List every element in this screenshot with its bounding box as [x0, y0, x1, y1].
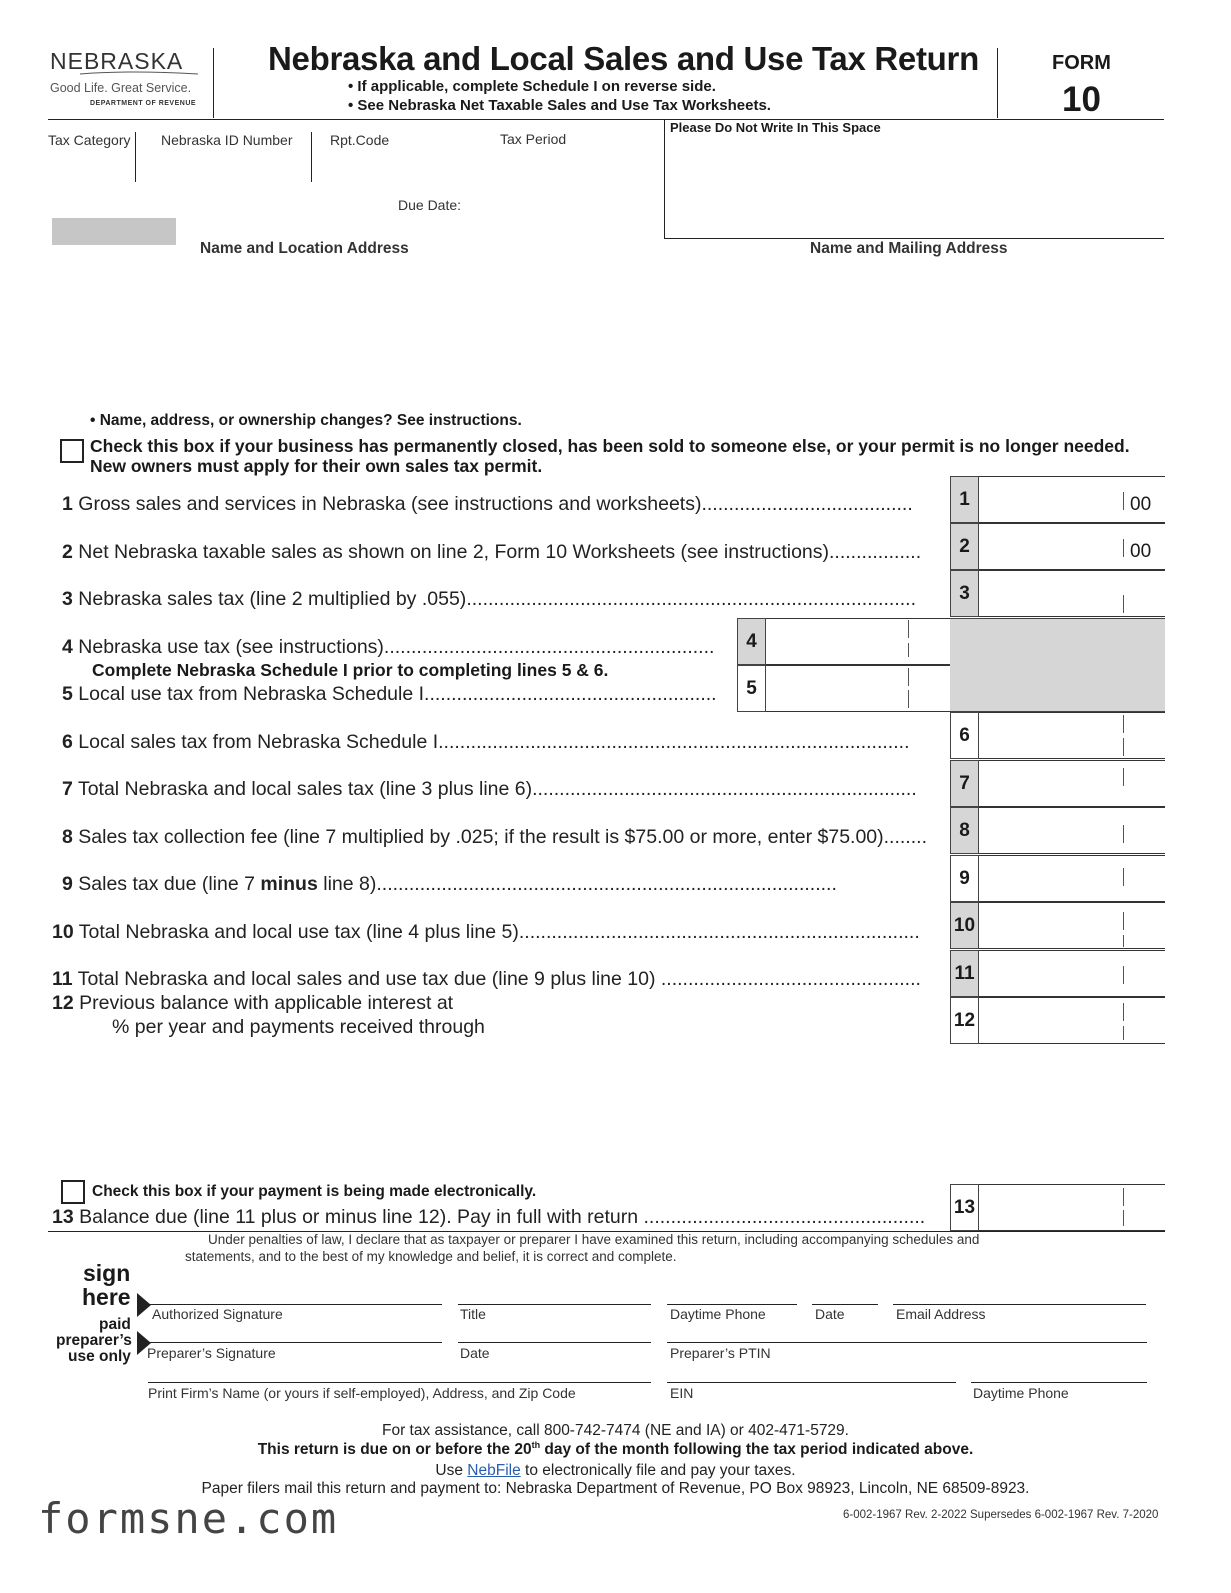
- line-10-label: 10 Total Nebraska and local use tax (line 4 plus line 5)..........................................................................: [52, 921, 920, 943]
- form-title: Nebraska and Local Sales and Use Tax Return: [268, 40, 979, 77]
- preparers-label: preparer’s: [56, 1332, 132, 1349]
- line-7-label: 7 Total Nebraska and local sales tax (line 3 plus line 6).......................................................................: [62, 778, 917, 800]
- line-13-number: 13: [950, 1184, 979, 1231]
- line-12-amount-field[interactable]: [979, 997, 1165, 1044]
- line-11-number: 11: [950, 950, 979, 997]
- line-2-number: 2: [950, 523, 979, 570]
- line-7-amount-field[interactable]: [979, 760, 1165, 807]
- logo-swoosh-icon: [50, 70, 200, 76]
- line-10-amount-field[interactable]: [979, 902, 1165, 949]
- watermark: formsne.com: [38, 1494, 339, 1543]
- line-10-number: 10: [950, 902, 979, 949]
- line-5-label: 5 Local use tax from Nebraska Schedule I......................................................: [62, 683, 717, 705]
- line-1-label: 1 Gross sales and services in Nebraska (see instructions and worksheets).......................................: [62, 493, 913, 515]
- logo-tagline: Good Life. Great Service.: [50, 81, 192, 95]
- nebfile-link[interactable]: NebFile: [467, 1462, 521, 1479]
- email-label: Email Address: [896, 1306, 986, 1322]
- title-label: Title: [460, 1306, 486, 1322]
- due-date-label: Due Date:: [398, 197, 462, 213]
- firm-phone-label: Daytime Phone: [973, 1385, 1069, 1401]
- logo-name: NEBRASKA: [50, 48, 184, 74]
- line-1-number: 1: [950, 476, 979, 523]
- barcode-placeholder: [52, 218, 176, 245]
- name-location-label: Name and Location Address: [200, 240, 409, 257]
- paid-label: paid: [99, 1316, 131, 1333]
- nebfile-notice: Use NebFile to electronically file and pay your taxes.: [435, 1462, 796, 1479]
- revision-note: 6-002-1967 Rev. 2-2022 Supersedes 6-002-1967 Rev. 7-2020: [843, 1509, 1159, 1521]
- ptin-label: Preparer’s PTIN: [670, 1345, 771, 1361]
- nebraska-logo: [50, 48, 200, 114]
- form-number: 10: [1062, 80, 1101, 119]
- line-4-amount-field[interactable]: [766, 618, 950, 665]
- line-1-cents: 00: [1130, 494, 1152, 515]
- due-notice: This return is due on or before the 20th day of the month following the tax period indicated above.: [257, 1440, 974, 1459]
- firm-name-label: Print Firm’s Name (or yours if self-employed), Address, and Zip Code: [148, 1385, 576, 1401]
- line-8-number: 8: [950, 807, 979, 854]
- line-5-amount-field[interactable]: [766, 665, 950, 712]
- line-12-label: 12 Previous balance with applicable interest at: [52, 992, 454, 1014]
- line-8-amount-field[interactable]: [979, 807, 1165, 854]
- line-12-label-cont: % per year and payments received through: [112, 1016, 485, 1038]
- preparer-date-label: Date: [460, 1345, 490, 1361]
- declaration-line-1: Under penalties of law, I declare that as taxpayer or preparer I have examined this return, including accompanying schedules and: [208, 1232, 980, 1247]
- use-only-label: use only: [68, 1348, 131, 1365]
- name-mailing-label: Name and Mailing Address: [810, 240, 1008, 257]
- tax-assistance: For tax assistance, call 800-742-7474 (NE and IA) or 402-471-5729.: [382, 1422, 849, 1439]
- do-not-write-label: Please Do Not Write In This Space: [670, 120, 881, 135]
- line-3-number: 3: [950, 570, 979, 617]
- closed-checkbox-label: Check this box if your business has permanently closed, has been sold to someone else, or your permit is no longer needed.: [90, 436, 1130, 456]
- line-8-label: 8 Sales tax collection fee (line 7 multiplied by .025; if the result is $75.00 or more, enter $75.00)........: [62, 826, 927, 848]
- sign-label: sign: [83, 1260, 131, 1286]
- schedule-bullet: • If applicable, complete Schedule I on reverse side.: [348, 78, 716, 95]
- electronic-payment-checkbox[interactable]: [61, 1180, 85, 1204]
- sign-arrow-icon: [137, 1293, 151, 1317]
- line-9-label: 9 Sales tax due (line 7 minus line 8).....................................................................................: [62, 873, 837, 895]
- line-5-number: 5: [737, 665, 766, 712]
- line-4-number: 4: [737, 618, 766, 665]
- rpt-code-label: Rpt.Code: [330, 132, 390, 148]
- changes-note: • Name, address, or ownership changes? See instructions.: [90, 412, 522, 429]
- line-2-cents: 00: [1130, 541, 1152, 562]
- preparer-signature-label: Preparer’s Signature: [147, 1345, 276, 1361]
- nebraska-id-label: Nebraska ID Number: [161, 132, 293, 148]
- mailing-address: Paper filers mail this return and payment to: Nebraska Department of Revenue, PO Box 98923, Lincoln, NE 68509-8923.: [201, 1480, 1030, 1497]
- line-7-number: 7: [950, 760, 979, 807]
- shaded-area: [950, 618, 1165, 712]
- ein-label: EIN: [670, 1385, 694, 1401]
- line-3-amount-field[interactable]: [979, 570, 1165, 617]
- schedule-i-note: Complete Nebraska Schedule I prior to completing lines 5 & 6.: [92, 660, 609, 680]
- line-6-number: 6: [950, 712, 979, 759]
- logo-dept: DEPARTMENT OF REVENUE: [90, 100, 197, 107]
- new-owners-note: New owners must apply for their own sales tax permit.: [90, 456, 543, 476]
- line-9-number: 9: [950, 855, 979, 902]
- line-6-amount-field[interactable]: [979, 712, 1165, 759]
- here-label: here: [82, 1284, 131, 1310]
- electronic-payment-label: Check this box if your payment is being made electronically.: [92, 1183, 537, 1200]
- worksheet-bullet: • See Nebraska Net Taxable Sales and Use Tax Worksheets.: [348, 97, 771, 114]
- line-6-label: 6 Local sales tax from Nebraska Schedule I.......................................................................................: [62, 731, 910, 753]
- line-4-label: 4 Nebraska use tax (see instructions).............................................................: [62, 636, 715, 658]
- line-11-amount-field[interactable]: [979, 950, 1165, 997]
- business-closed-checkbox[interactable]: [60, 439, 84, 463]
- line-3-label: 3 Nebraska sales tax (line 2 multiplied by .055)...................................................................................: [62, 588, 916, 610]
- daytime-phone-label: Daytime Phone: [670, 1306, 766, 1322]
- form-label: FORM: [1052, 52, 1111, 74]
- tax-category-label: Tax Category: [48, 132, 131, 148]
- line-13-amount-field[interactable]: [979, 1184, 1165, 1231]
- line-11-label: 11 Total Nebraska and local sales and use tax due (line 9 plus line 10) ................................................: [52, 968, 921, 990]
- line-2-label: 2 Net Nebraska taxable sales as shown on line 2, Form 10 Worksheets (see instructions).................: [62, 541, 922, 563]
- line-9-amount-field[interactable]: [979, 855, 1165, 902]
- authorized-signature-label: Authorized Signature: [152, 1306, 283, 1322]
- tax-period-label: Tax Period: [500, 131, 567, 147]
- line-13-label: 13 Balance due (line 11 plus or minus line 12). Pay in full with return ....................................................: [52, 1206, 926, 1228]
- declaration-line-2: statements, and to the best of my knowledge and belief, it is correct and complete.: [185, 1249, 677, 1264]
- date-label: Date: [815, 1306, 845, 1322]
- line-12-number: 12: [950, 997, 979, 1044]
